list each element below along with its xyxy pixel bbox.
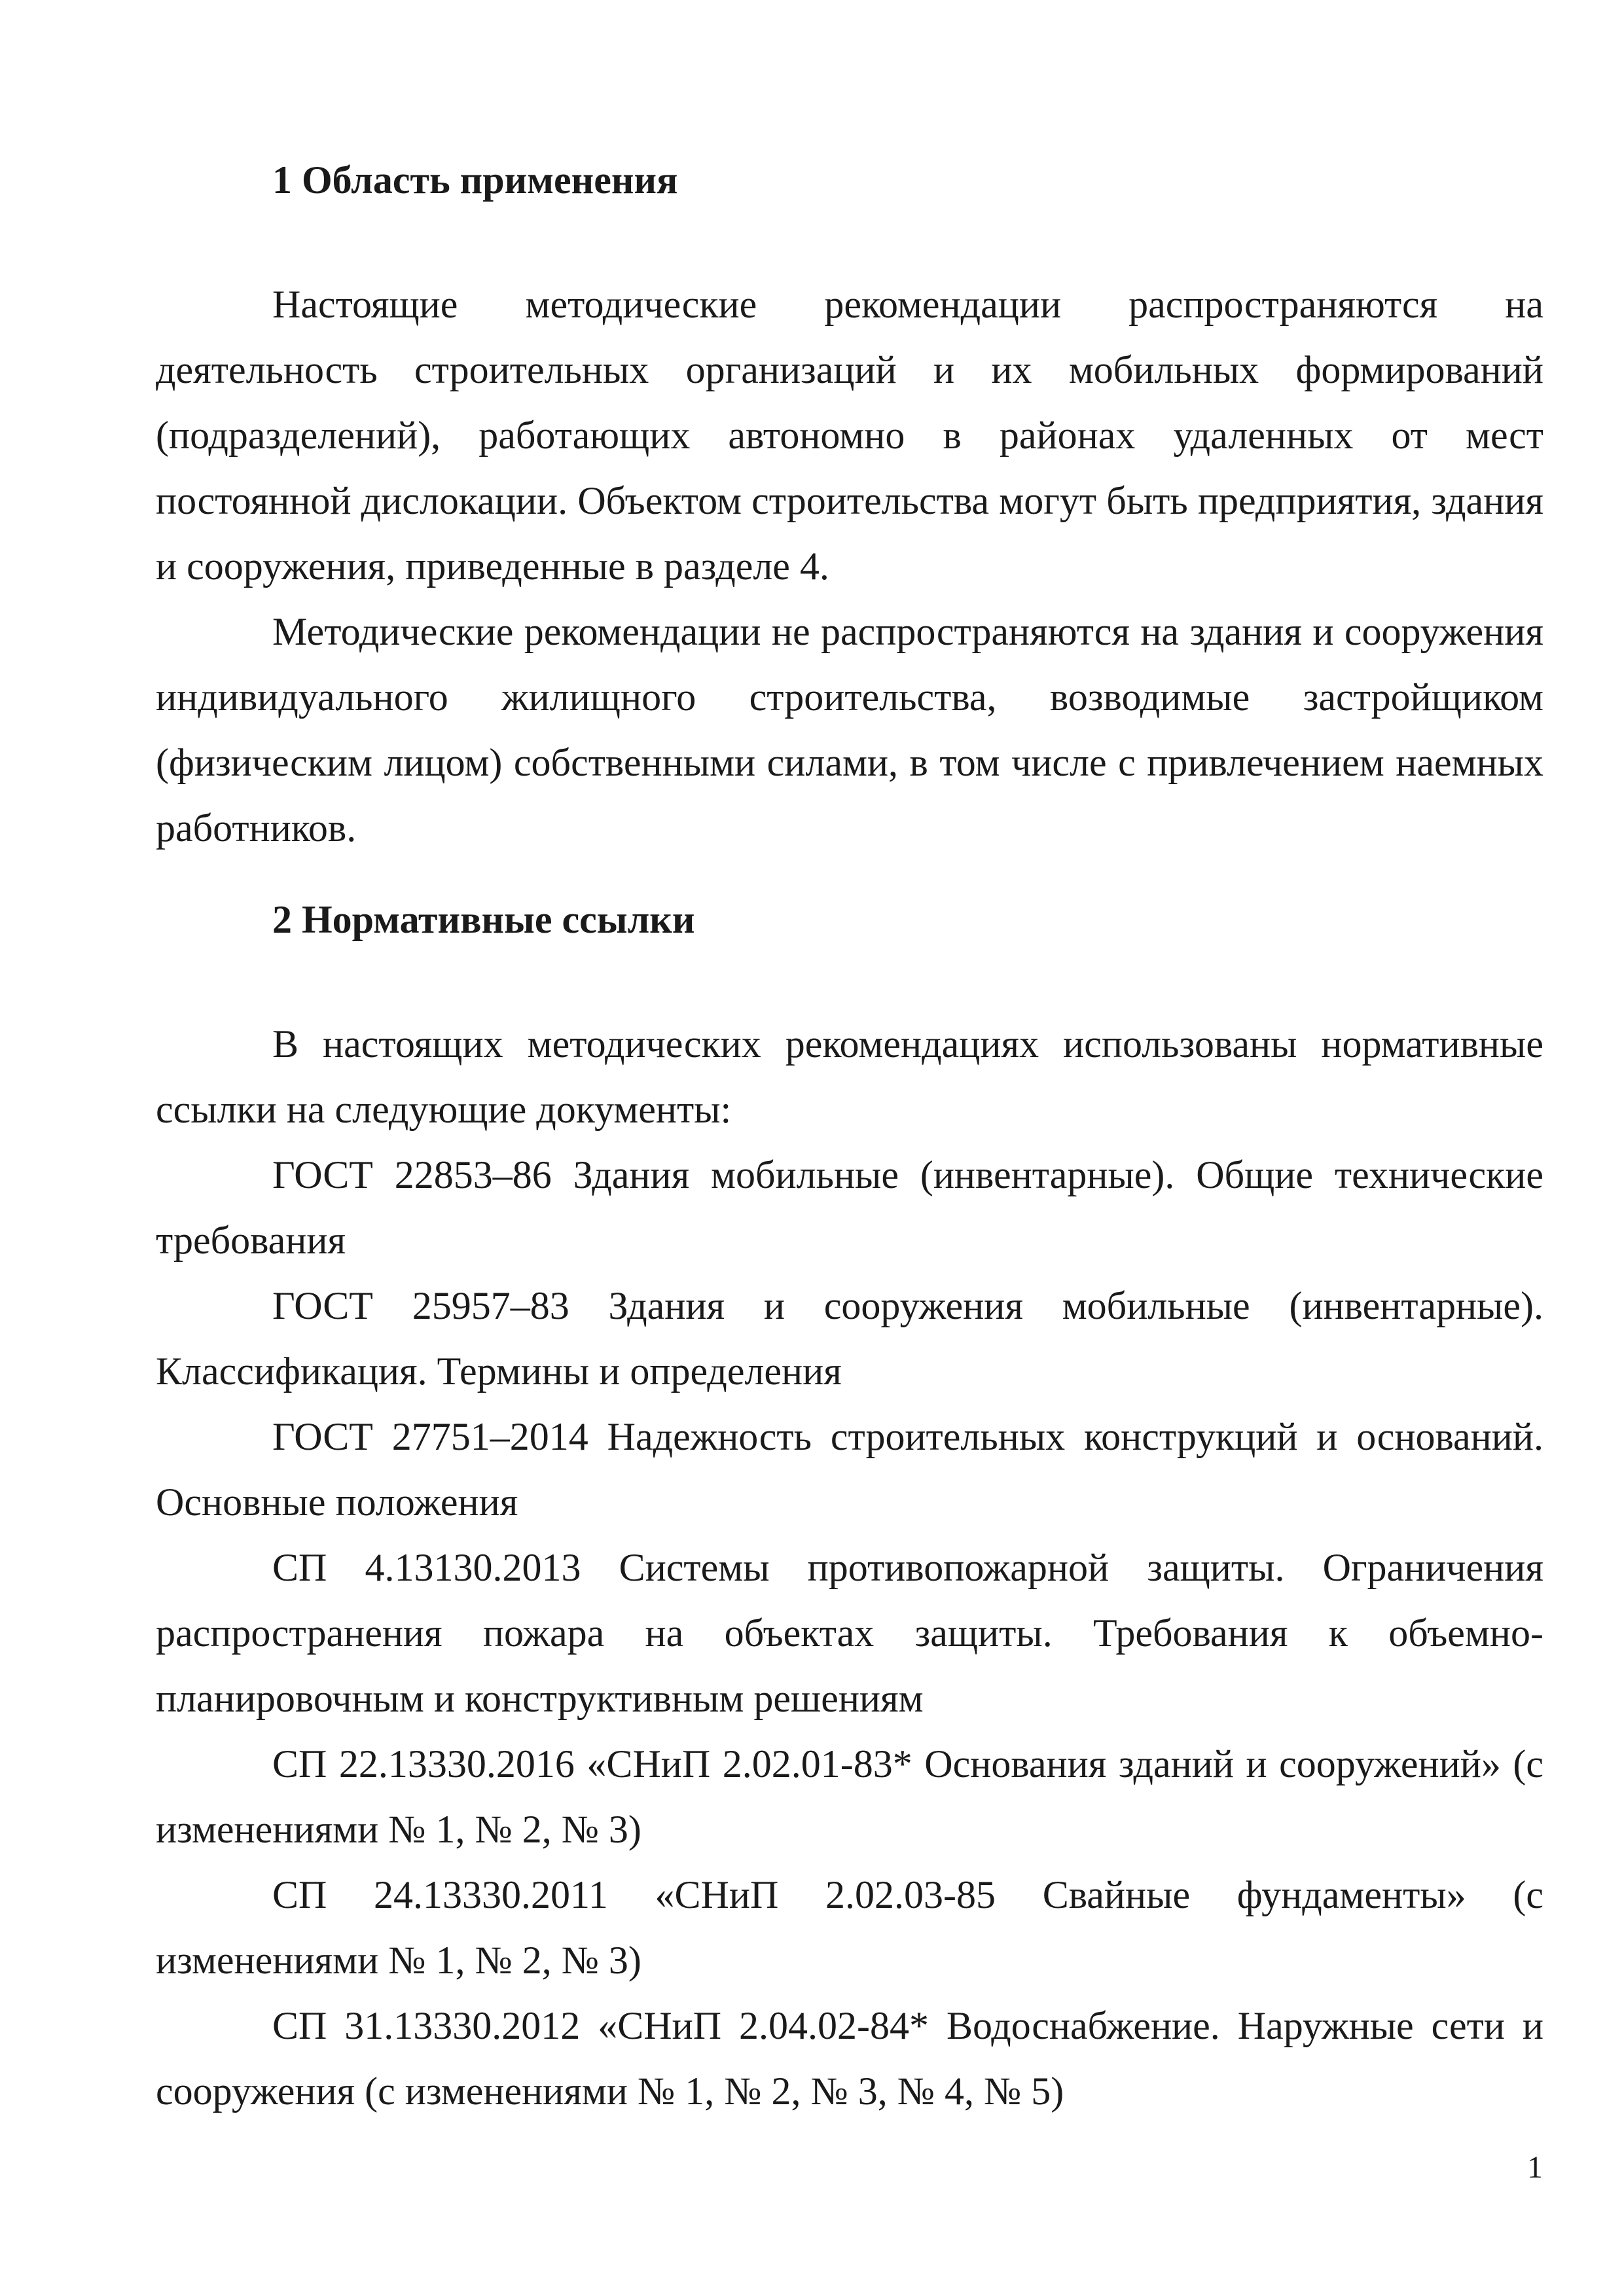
page-number: 1 bbox=[1527, 2150, 1543, 2185]
reference-item-sp-22: СП 22.13330.2016 «СНиП 2.02.01-83* Основания зданий и сооружений» (с изменениями № 1, № 2, № 3) bbox=[156, 1742, 1543, 1851]
reference-item-sp-4: СП 4.13130.2013 Системы противопожарной защиты. Ограничения распространения пожара на объектах защиты. Требования к объемно-планировочным и конструктивным решениям bbox=[156, 1546, 1543, 1720]
section-2-heading: 2 Нормативные ссылки bbox=[272, 898, 695, 941]
reference-item-gost-27751: ГОСТ 27751–2014 Надежность строительных конструкций и оснований. Основные положения bbox=[156, 1415, 1543, 1524]
section-1-paragraph-1: Настоящие методические рекомендации распространяются на деятельность строительных организаций и их мобильных формирований (подразделений), работающих автономно в районах удаленных от мест постоянной дислокации. Объектом строительства могут быть предприятия, здания и сооружения, приведенные в разделе 4. bbox=[156, 283, 1543, 588]
reference-item-sp-31: СП 31.13330.2012 «СНиП 2.04.02-84* Водоснабжение. Наружные сети и сооружения (с изменениями № 1, № 2, № 3, № 4, № 5) bbox=[156, 2004, 1543, 2113]
reference-item-gost-22853: ГОСТ 22853–86 Здания мобильные (инвентарные). Общие технические требования bbox=[156, 1153, 1543, 1262]
section-1-heading: 1 Область применения bbox=[272, 158, 678, 202]
reference-item-sp-24: СП 24.13330.2011 «СНиП 2.02.03-85 Свайные фундаменты» (с изменениями № 1, № 2, № 3) bbox=[156, 1873, 1543, 1982]
section-1-paragraph-2: Методические рекомендации не распространяются на здания и сооружения индивидуального жилищного строительства, возводимые застройщиком (физическим лицом) собственными силами, в том числе с привлечением наемных работников. bbox=[156, 610, 1543, 850]
page-content bbox=[156, 147, 1543, 2124]
section-2-intro: В настоящих методических рекомендациях использованы нормативные ссылки на следующие документы: bbox=[156, 1022, 1543, 1131]
reference-item-gost-25957: ГОСТ 25957–83 Здания и сооружения мобильные (инвентарные). Классификация. Термины и определения bbox=[156, 1284, 1543, 1393]
